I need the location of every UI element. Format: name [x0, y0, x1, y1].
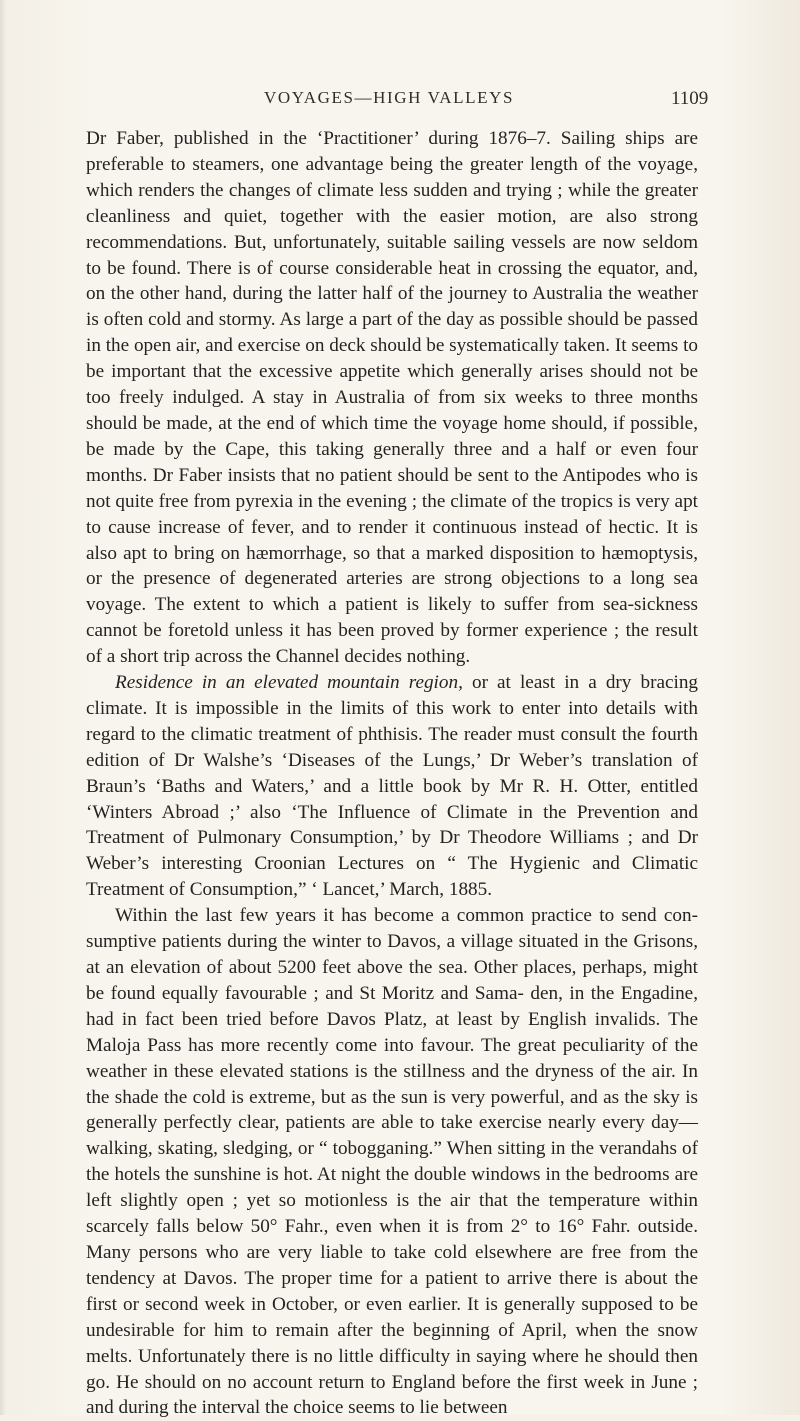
running-title: VOYAGES—HIGH VALLEYS — [264, 88, 515, 107]
paragraph-mountain-residence-text: or at least in a dry bracing climate. It is impossible in the limits of this work to enter into details with regard to the climatic treatment of phthisis. The reader must consult the fourth edition of Dr Walshe’s ‘Diseases of the Lungs,’ Dr Weber’s translation of Braun’s ‘Baths and Waters,’ and a little book by Mr R. H. Otter, entitled ‘Winters Abroad ;’ also ‘The Influence of Climate in the Prevention and Treatment of Pulmonary Consumption,’ by Dr Theodore Williams ; and Dr Weber’s interesting Croonian Lectures on “ The Hygienic and Climatic Treatment of Consumption,” ‘ Lancet,’ March, 1885. — [86, 672, 699, 901]
binding-shadow — [0, 0, 6, 1415]
paragraph-davos: Within the last few years it has become a common practice to send con- sumptive patients during the winter to Davos, a village situated in the Grisons, at an elevation of about 5200 feet above the sea. Other places, perhaps, might be found equally favourable ; and St Moritz and Sama- den, in the Engadine, had in fact been tried before Davos Platz, at least by English invalids. The Maloja Pass has more recently come into favour. The great peculiarity of the weather in these elevated stations is the stillness and the dryness of the air. In the shade the cold is extreme, but as the sun is very powerful, and as the sky is generally perfectly clear, patients are able to take exercise nearly every day—walking, skating, sledging, or “ tobogganing.” When sitting in the verandahs of the hotels the sunshine is hot. At night the double windows in the bedrooms are left slightly open ; yet so motionless is the air that the temperature within scarcely falls below 50° Fahr., even when it is from 2° to 16° Fahr. outside. Many persons who are very liable to take cold elsewhere are free from the tendency at Davos. The proper time for a patient to arrive there is about the first or second week in October, or even earlier. It is generally supposed to be undesirable for him to remain after the beginning of April, when the snow melts. Unfortunately there is no little difficulty in saying where he should then go. He should on no account return to England before the first week in June ; and during the interval the choice seems to lie between — [86, 905, 698, 1419]
running-head — [0, 88, 800, 118]
body-text — [86, 126, 698, 1421]
section-lead-italic: Residence in an elevated mountain region, — [115, 672, 463, 694]
page-number: 1109 — [671, 88, 709, 109]
paragraph-sea-voyage: Dr Faber, published in the ‘Practitioner’ during 1876–7. Sailing ships are preferable to steamers, one advantage being the greater length of the voyage, which renders the changes of climate less sudden and trying ; while the greater cleanliness and quiet, together with the easier motion, are also strong recommendations. But, unfortunately, suitable sailing vessels are now seldom to be found. There is of course considerable heat in crossing the equator, and, on the other hand, during the latter half of the journey to Australia the weather is often cold and stormy. As large a part of the day as possible should be passed in the open air, and exercise on deck should be systematically taken. It seems to be important that the excessive appetite which generally arises should not be too freely indulged. A stay in Australia of from six weeks to three months should be made, at the end of which time the voyage home should, if possible, be made by the Cape, this taking generally three and a half or even four months. Dr Faber insists that no patient should be sent to the Antipodes who is not quite free from pyrexia in the evening ; the climate of the tropics is very apt to cause increase of fever, and to render it continuous instead of hectic. It is also apt to bring on hæmorrhage, so that a marked disposition to hæmoptysis, or the presence of degenerated arteries are strong objections to a long sea voyage. The extent to which a patient is likely to suffer from sea-sickness cannot be foretold unless it has been proved by former experience ; the result of a short trip across the Channel decides nothing. — [86, 128, 698, 668]
paragraph-mountain-residence — [86, 670, 698, 903]
